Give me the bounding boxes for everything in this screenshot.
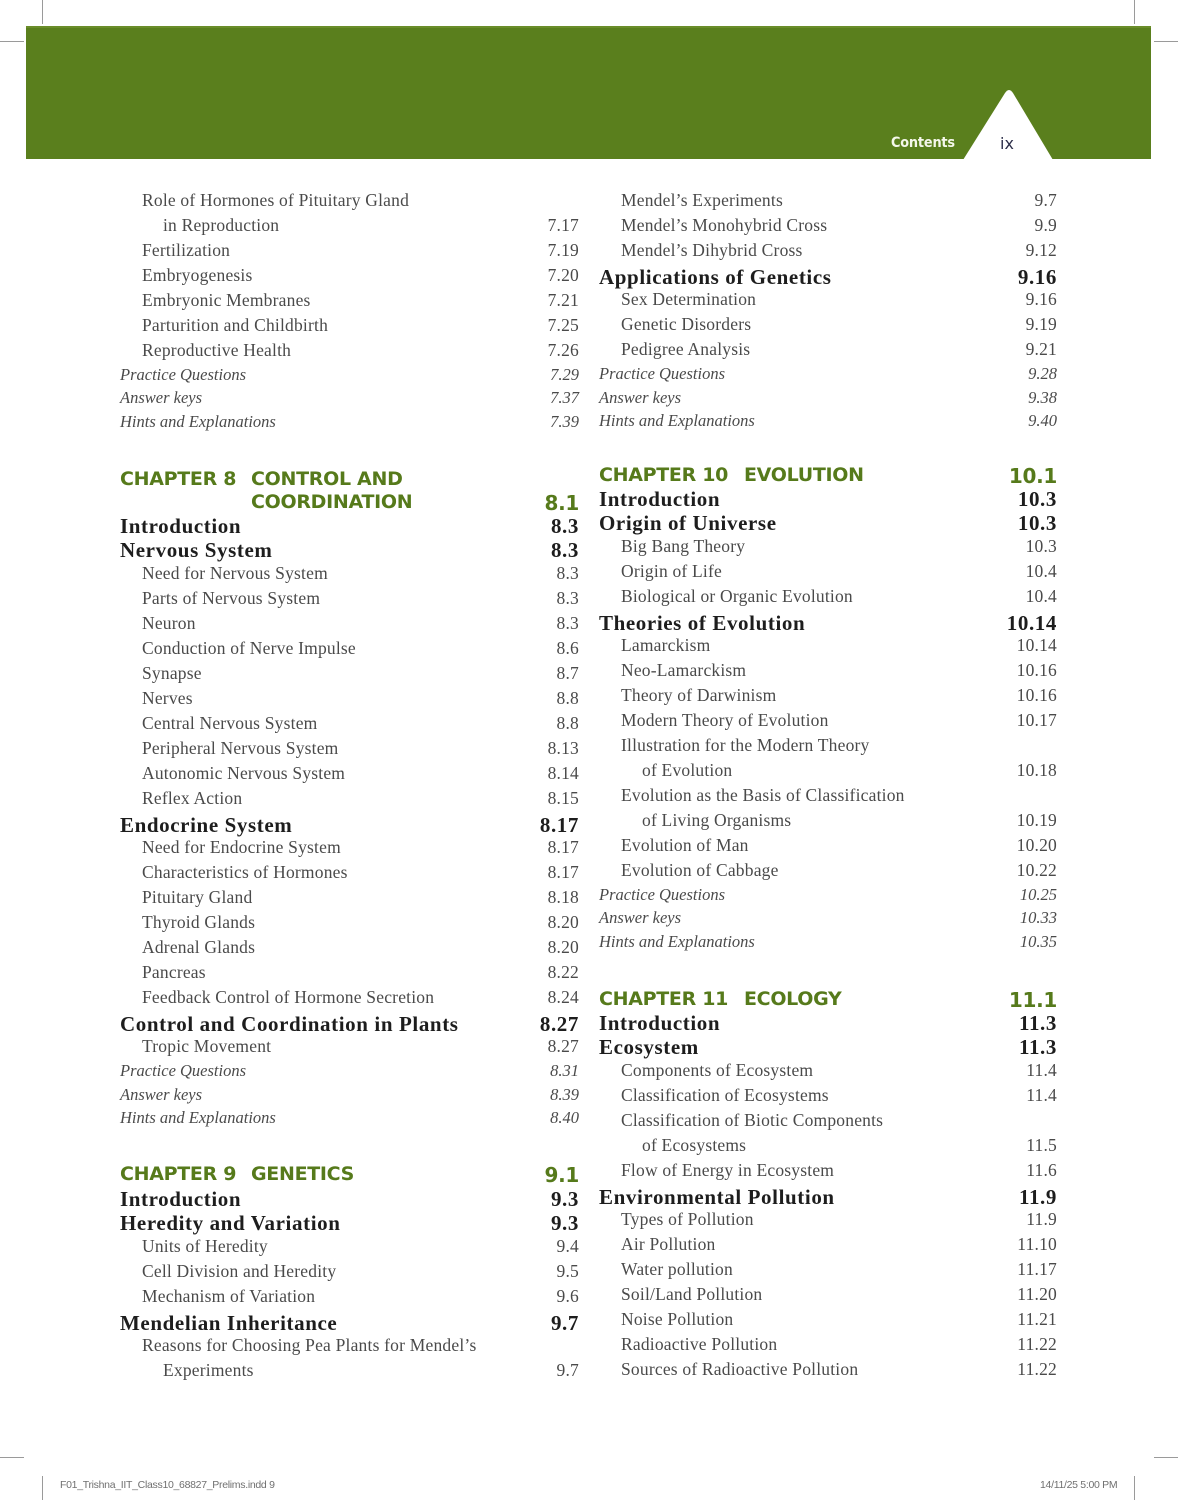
toc-entry-page: 8.3 [556, 612, 579, 633]
toc-entry-page: 11.4 [1026, 1059, 1057, 1080]
toc-entry-title: Endocrine System [120, 812, 293, 837]
toc-entry-title: Theory of Darwinism [621, 684, 777, 705]
toc-entry-page: 9.12 [1025, 240, 1057, 260]
toc-entry-title: Sources of Radioactive Pollution [621, 1358, 859, 1379]
toc-entry-title: Role of Hormones of Pituitary Gland [142, 190, 410, 210]
page-number: ix [1000, 134, 1014, 153]
crop-mark [42, 1476, 43, 1500]
toc-entry-title: Experiments [163, 1359, 254, 1380]
toc-entry-page: 8.39 [550, 1084, 579, 1104]
toc-entry-title: Evolution of Cabbage [621, 859, 779, 880]
toc-entry-title: of Ecosystems [642, 1134, 747, 1155]
toc-entry-page: 9.3 [550, 1187, 579, 1211]
toc-entry-title: Nervous System [120, 538, 273, 563]
toc-entry-page: 9.7 [1034, 190, 1057, 210]
toc-entry-page: 8.3 [550, 514, 579, 538]
chapter-page: 8.1 [544, 491, 579, 515]
toc-entry-title: Introduction [599, 487, 721, 511]
toc-entry-title: Mechanism of Variation [142, 1285, 316, 1306]
toc-entry-page: 8.17 [539, 812, 579, 837]
toc-entry-page: 10.19 [1016, 809, 1057, 830]
chapter-title: EVOLUTION [744, 464, 864, 486]
toc-entry-title: Noise Pollution [621, 1308, 734, 1329]
toc-entry-page: 8.8 [556, 712, 579, 733]
toc-entry-title: Answer keys [599, 387, 682, 407]
toc-entry-page: 11.20 [1017, 1283, 1057, 1304]
toc-entry-title: Introduction [120, 1187, 242, 1211]
toc-right-column [599, 0, 1057, 1500]
toc-entry-page: 10.14 [1006, 610, 1057, 635]
toc-entry-page: 9.28 [1028, 364, 1057, 384]
toc-entry-page: 8.27 [539, 1011, 579, 1036]
toc-entry-title: Applications of Genetics [599, 265, 832, 289]
crop-mark [1134, 1476, 1135, 1500]
toc-entry-title: Hints and Explanations [599, 410, 755, 430]
toc-entry-page: 11.5 [1026, 1134, 1057, 1155]
toc-entry-title: Introduction [599, 1011, 721, 1035]
toc-entry-page: 9.19 [1025, 314, 1057, 335]
toc-entry-page: 10.3 [1025, 535, 1057, 556]
toc-entry-page: 10.22 [1016, 859, 1057, 880]
toc-entry-title: Mendel’s Dihybrid Cross [621, 240, 803, 260]
toc-entry-page: 9.21 [1025, 339, 1057, 360]
toc-entry-title: Introduction [120, 514, 242, 538]
toc-entry-page: 7.17 [547, 215, 579, 235]
crop-mark [0, 1457, 24, 1458]
toc-entry-title: Reasons for Choosing Pea Plants for Mendel’s [142, 1334, 477, 1355]
toc-entry-page: 8.3 [556, 587, 579, 608]
toc-entry-title: Genetic Disorders [621, 314, 752, 335]
toc-entry-title: Autonomic Nervous System [142, 762, 346, 783]
toc-entry-title: Lamarckism [621, 634, 711, 655]
toc-entry-title: Mendel’s Experiments [621, 190, 783, 210]
toc-entry-page: 7.39 [550, 411, 579, 431]
toc-entry-page: 9.7 [550, 1310, 579, 1335]
chapter-title: GENETICS [251, 1163, 355, 1185]
toc-entry-title: of Evolution [642, 759, 733, 780]
toc-entry-title: Cell Division and Heredity [142, 1260, 337, 1281]
crop-mark [1154, 1457, 1178, 1458]
toc-entry-title: Soil/Land Pollution [621, 1283, 763, 1304]
toc-entry-page: 10.16 [1016, 659, 1057, 680]
toc-entry-page: 10.4 [1025, 585, 1057, 606]
toc-entry-title: Need for Endocrine System [142, 836, 341, 857]
toc-entry-title: Modern Theory of Evolution [621, 709, 829, 730]
toc-entry-title: Reproductive Health [142, 340, 292, 360]
toc-entry-page: 8.22 [547, 961, 579, 982]
toc-entry-page: 9.40 [1028, 410, 1057, 430]
crop-mark [1134, 0, 1135, 24]
toc-entry-title: Practice Questions [599, 884, 726, 904]
toc-entry-page: 8.8 [556, 687, 579, 708]
chapter-label: CHAPTER 10 [599, 464, 729, 486]
toc-entry-title: Types of Pollution [621, 1208, 754, 1229]
toc-entry-page: 7.37 [550, 388, 579, 408]
toc-entry-page: 11.9 [1026, 1208, 1057, 1229]
toc-entry-page: 9.6 [556, 1285, 579, 1306]
toc-entry-title: Air Pollution [621, 1233, 716, 1254]
crop-mark [0, 41, 24, 42]
toc-entry-page: 8.27 [547, 1036, 579, 1057]
toc-entry-title: Environmental Pollution [599, 1184, 835, 1209]
toc-entry-page: 11.21 [1017, 1308, 1057, 1329]
toc-entry-title: Answer keys [120, 388, 203, 408]
toc-entry-title: Mendelian Inheritance [120, 1310, 338, 1335]
chapter-title-line2: COORDINATION [251, 491, 413, 513]
toc-entry-page: 8.13 [547, 737, 579, 758]
crop-mark [42, 0, 43, 24]
toc-entry-page: 11.9 [1019, 1184, 1057, 1209]
toc-entry-page: 8.31 [550, 1061, 579, 1081]
toc-entry-page: 8.17 [547, 836, 579, 857]
toc-entry-page: 8.14 [547, 762, 579, 783]
toc-entry-page: 10.35 [1019, 931, 1057, 951]
toc-entry-title: Illustration for the Modern Theory [621, 734, 870, 755]
toc-entry-title: Pituitary Gland [142, 886, 253, 907]
toc-entry-page: 10.3 [1017, 487, 1057, 511]
toc-left-column [120, 0, 579, 1500]
toc-entry-title: Central Nervous System [142, 712, 318, 733]
toc-entry-page: 10.18 [1016, 759, 1057, 780]
toc-entry-title: Need for Nervous System [142, 562, 328, 583]
toc-entry-page: 7.25 [547, 315, 579, 335]
toc-entry-page: 11.3 [1019, 1035, 1057, 1060]
toc-entry-page: 8.6 [556, 637, 579, 658]
toc-entry-title: Hints and Explanations [120, 1107, 276, 1127]
toc-entry-page: 11.4 [1026, 1084, 1057, 1105]
toc-entry-page: 10.25 [1019, 884, 1057, 904]
toc-entry-title: Origin of Universe [599, 511, 777, 536]
toc-entry-title: Synapse [142, 662, 202, 683]
toc-entry-title: of Living Organisms [642, 809, 792, 830]
toc-entry-title: Classification of Biotic Components [621, 1109, 884, 1130]
toc-entry-page: 11.6 [1026, 1159, 1057, 1180]
chapter-page: 11.1 [1008, 988, 1057, 1012]
toc-entry-title: Answer keys [120, 1084, 203, 1104]
toc-entry-page: 8.24 [547, 986, 579, 1007]
toc-entry-title: Sex Determination [621, 289, 757, 310]
toc-entry-title: Parturition and Childbirth [142, 315, 329, 335]
toc-entry-title: Fertilization [142, 240, 231, 260]
toc-entry-title: Neo-Lamarckism [621, 659, 747, 680]
toc-entry-page: 8.7 [556, 662, 579, 683]
toc-entry-title: Ecosystem [599, 1035, 699, 1060]
footer-file-slug: F01_Trishna_IIT_Class10_68827_Prelims.indd 9 [60, 1479, 275, 1491]
toc-entry-title: Mendel’s Monohybrid Cross [621, 215, 828, 235]
chapter-page: 10.1 [1008, 464, 1057, 488]
toc-entry-title: Components of Ecosystem [621, 1059, 814, 1080]
toc-entry-title: Adrenal Glands [142, 936, 256, 957]
toc-entry-title: Parts of Nervous System [142, 587, 321, 608]
toc-entry-page: 9.3 [550, 1211, 579, 1236]
toc-entry-title: Embryonic Membranes [142, 290, 311, 310]
crop-mark [1154, 41, 1178, 42]
toc-entry-page: 8.20 [547, 936, 579, 957]
toc-entry-page: 9.7 [556, 1359, 579, 1380]
toc-entry-title: Classification of Ecosystems [621, 1084, 829, 1105]
toc-entry-title: Flow of Energy in Ecosystem [621, 1159, 835, 1180]
toc-entry-title: Hints and Explanations [599, 931, 755, 951]
chapter-label: CHAPTER 9 [120, 1163, 237, 1185]
toc-entry-page: 9.16 [1025, 289, 1057, 310]
toc-entry-page: 8.15 [547, 787, 579, 808]
toc-entry-page: 8.17 [547, 861, 579, 882]
toc-entry-page: 7.20 [547, 265, 579, 285]
toc-entry-page: 11.22 [1017, 1358, 1057, 1379]
toc-entry-page: 8.20 [547, 911, 579, 932]
toc-entry-page: 10.20 [1016, 834, 1057, 855]
chapter-label: CHAPTER 8 [120, 468, 237, 490]
toc-entry-title: Answer keys [599, 908, 682, 928]
toc-entry-page: 11.22 [1017, 1333, 1057, 1354]
toc-entry-title: Big Bang Theory [621, 535, 746, 556]
toc-entry-page: 10.33 [1019, 908, 1057, 928]
toc-entry-page: 10.4 [1025, 560, 1057, 581]
running-head-label: Contents [891, 135, 955, 151]
toc-entry-title: Pedigree Analysis [621, 339, 751, 360]
toc-entry-page: 11.17 [1017, 1258, 1057, 1279]
toc-entry-title: Control and Coordination in Plants [120, 1011, 459, 1036]
toc-entry-page: 9.5 [556, 1260, 579, 1281]
chapter-title: CONTROL AND [251, 468, 403, 490]
toc-entry-page: 9.4 [556, 1235, 579, 1256]
chapter-page: 9.1 [544, 1163, 579, 1187]
toc-entry-title: Conduction of Nerve Impulse [142, 637, 356, 658]
toc-entry-title: Water pollution [621, 1258, 733, 1279]
toc-entry-page: 10.17 [1016, 709, 1057, 730]
toc-entry-page: 11.3 [1019, 1011, 1057, 1035]
toc-entry-page: 7.19 [547, 240, 579, 260]
toc-entry-page: 9.38 [1028, 387, 1057, 407]
toc-entry-title: Heredity and Variation [120, 1211, 341, 1236]
toc-entry-title: Radioactive Pollution [621, 1333, 778, 1354]
toc-entry-title: Thyroid Glands [142, 911, 256, 932]
toc-entry-page: 10.3 [1017, 511, 1057, 536]
toc-entry-title: Reflex Action [142, 787, 243, 808]
toc-entry-title: Hints and Explanations [120, 411, 276, 431]
toc-entry-page: 11.10 [1017, 1233, 1057, 1254]
toc-entry-page: 8.40 [550, 1107, 579, 1127]
toc-entry-title: Feedback Control of Hormone Secretion [142, 986, 435, 1007]
toc-entry-page: 7.21 [547, 290, 579, 310]
toc-entry-title: Theories of Evolution [599, 610, 806, 635]
toc-entry-title: Practice Questions [599, 364, 726, 384]
toc-entry-title: Evolution of Man [621, 834, 749, 855]
toc-entry-page: 8.3 [556, 562, 579, 583]
toc-entry-page: 10.14 [1016, 634, 1057, 655]
toc-entry-page: 9.16 [1017, 265, 1057, 289]
toc-entry-page: 8.3 [550, 538, 579, 563]
toc-entry-title: Units of Heredity [142, 1235, 268, 1256]
toc-entry-page: 7.26 [547, 340, 579, 360]
toc-entry-title: Characteristics of Hormones [142, 861, 348, 882]
toc-entry-page: 8.18 [547, 886, 579, 907]
toc-entry-title: Embryogenesis [142, 265, 253, 285]
toc-entry-title: Peripheral Nervous System [142, 737, 339, 758]
toc-entry-title: Origin of Life [621, 560, 722, 581]
toc-entry-title: Evolution as the Basis of Classification [621, 784, 905, 805]
toc-entry-title: Neuron [142, 612, 196, 633]
toc-entry-title: Nerves [142, 687, 193, 708]
toc-entry-title: Practice Questions [120, 1061, 247, 1081]
chapter-label: CHAPTER 11 [599, 988, 729, 1010]
toc-entry-title: Pancreas [142, 961, 206, 982]
toc-entry-page: 9.9 [1034, 215, 1057, 235]
chapter-title: ECOLOGY [744, 988, 842, 1010]
toc-entry-title: Tropic Movement [142, 1036, 272, 1057]
toc-entry-title: in Reproduction [163, 215, 280, 235]
toc-entry-title: Biological or Organic Evolution [621, 585, 853, 606]
footer-timestamp: 14/11/25 5:00 PM [1040, 1479, 1118, 1491]
toc-entry-page: 10.16 [1016, 684, 1057, 705]
toc-entry-page: 7.29 [550, 365, 579, 384]
toc-entry-title: Practice Questions [120, 365, 247, 384]
